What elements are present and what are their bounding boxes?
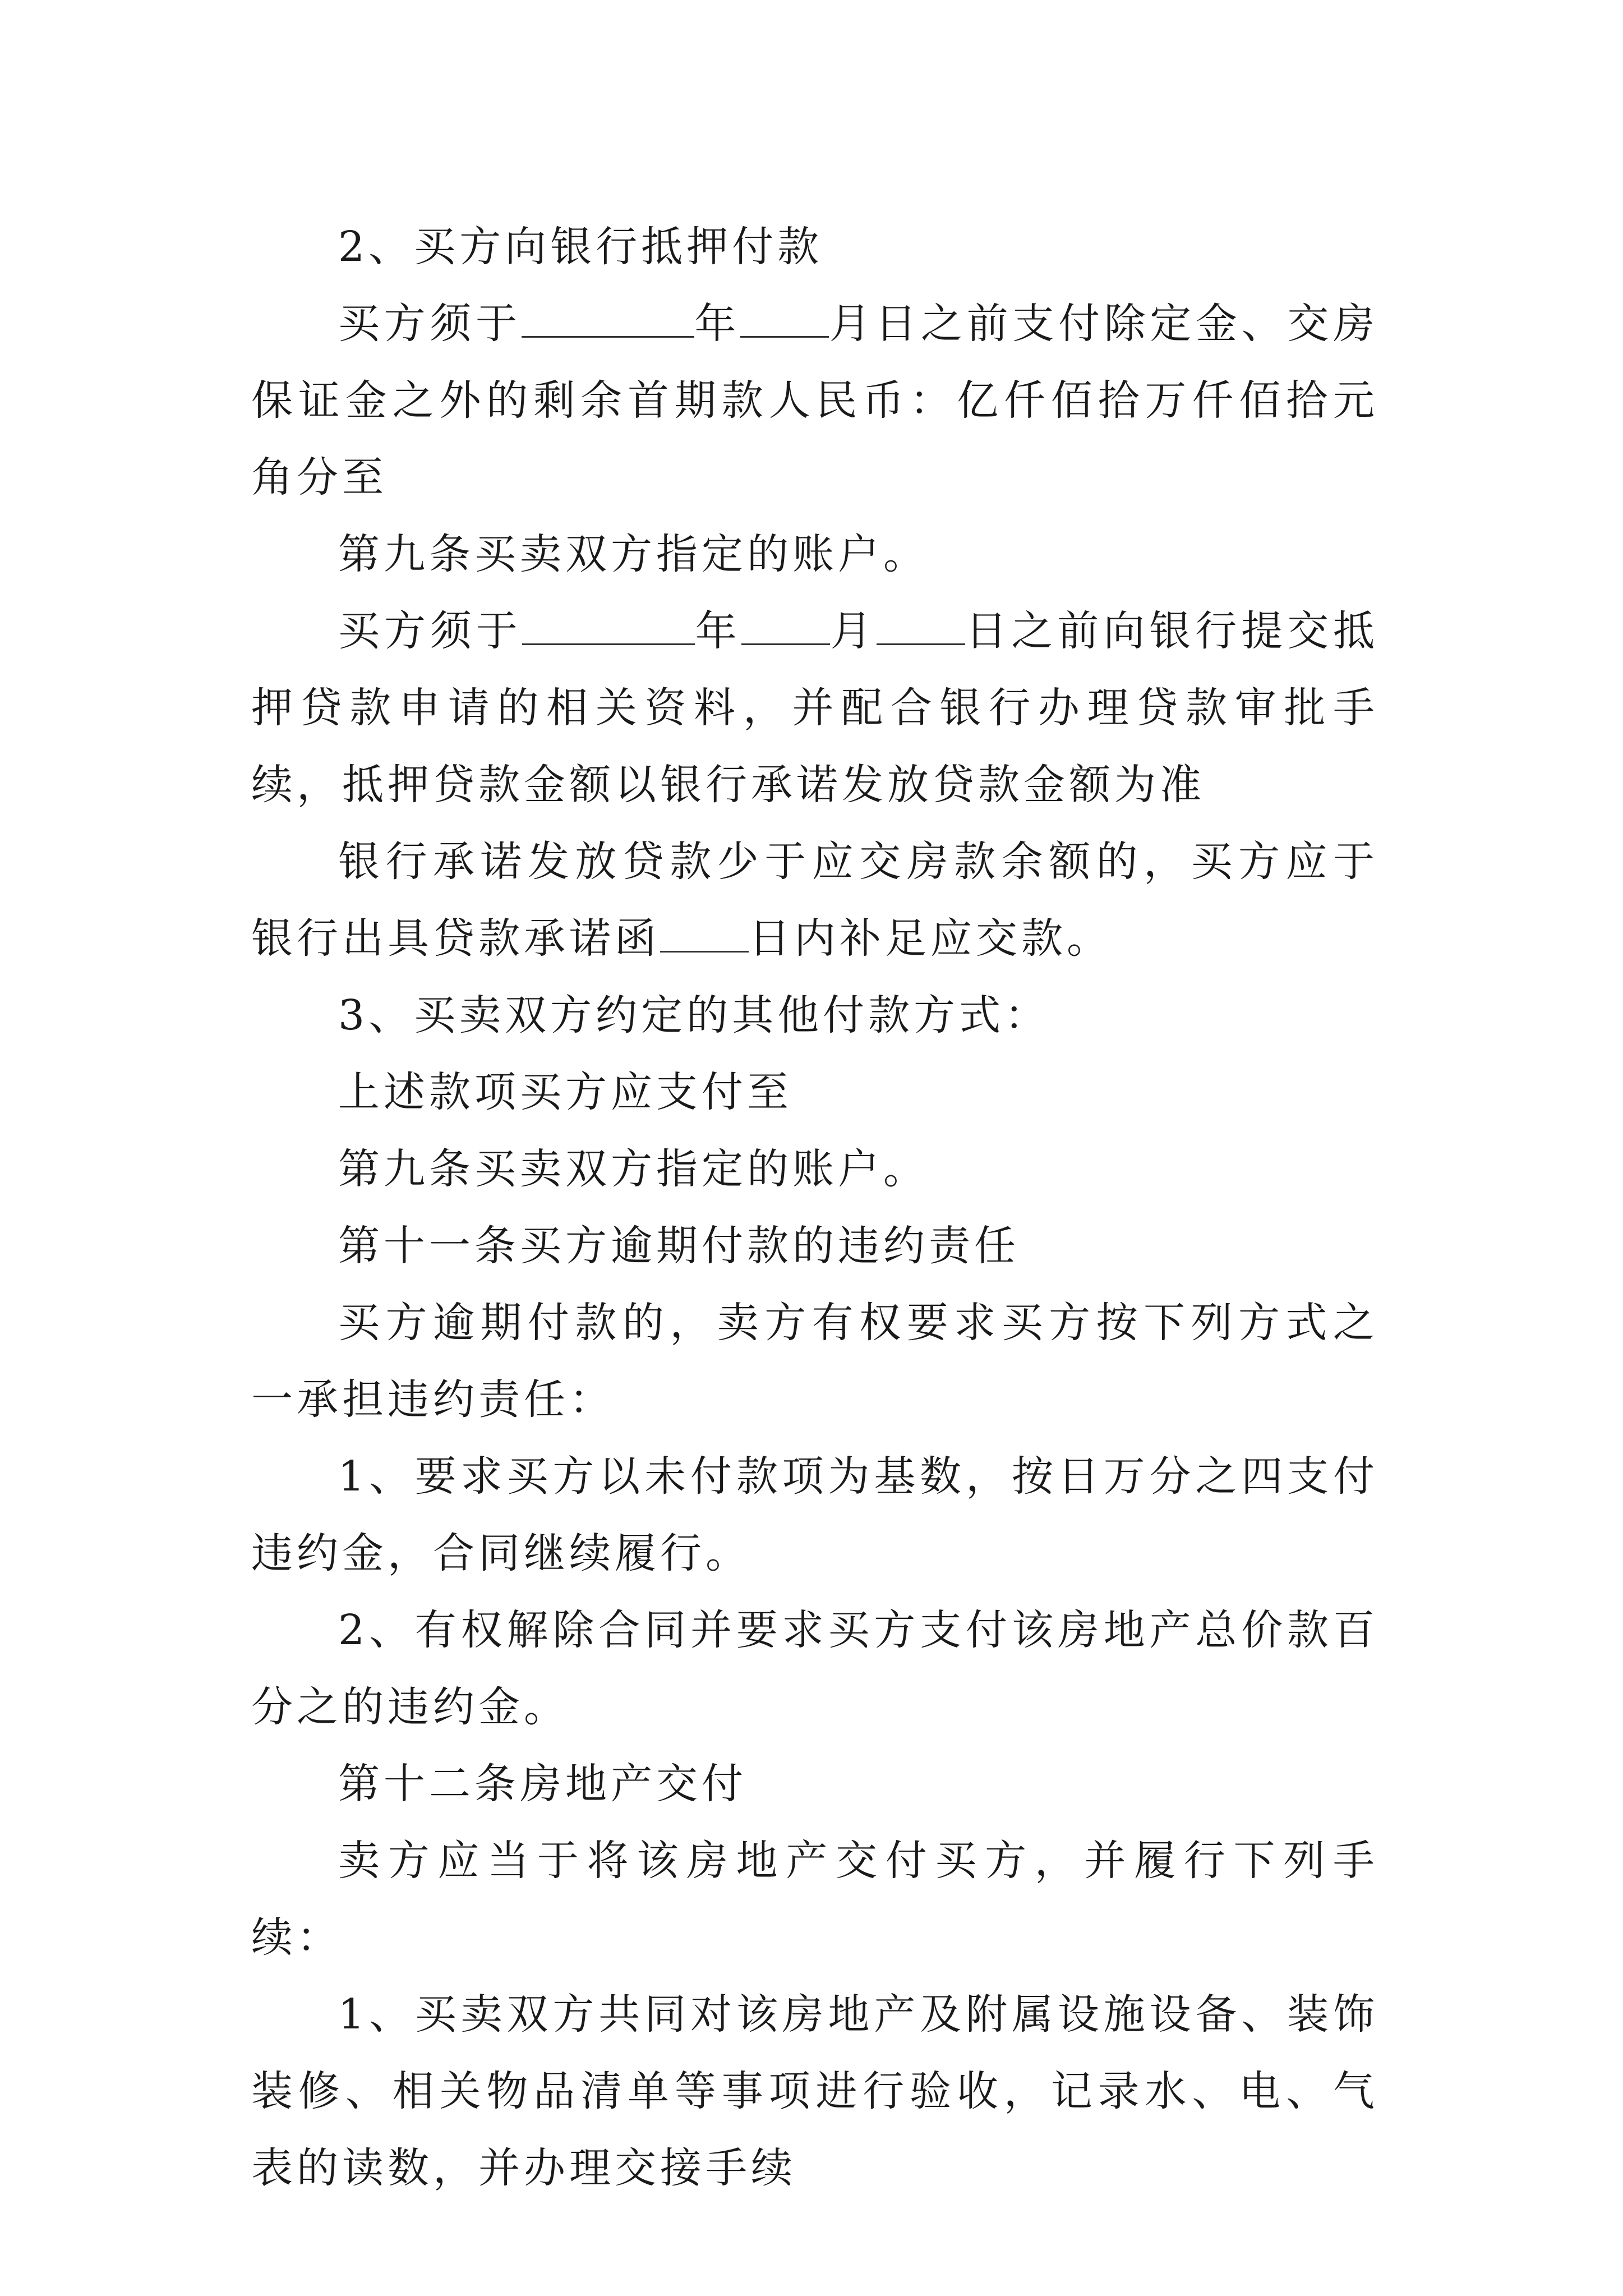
paragraph-loan-application: 买方须于 年 月 日之前向银行提交抵押贷款申请的相关资料，并配合银行办理贷款审批手续，抵押贷款金额以银行承诺发放贷款金额为准	[251, 607, 1379, 809]
paragraph-article9-ref-2: 第九条买卖双方指定的账户。	[338, 1145, 929, 1193]
paragraph-article9-ref: 第九条买卖双方指定的账户。	[338, 530, 929, 578]
paragraph-down-payment: 买方须于 年 月日之前支付除定金、交房保证金之外的剩余首期款人民币：亿仟佰拾万仟佰拾元角分至	[251, 300, 1379, 501]
paragraph-loan-shortfall: 银行承诺发放贷款少于应交房款余额的，买方应于银行出具贷款承诺函 日内补足应交款。	[251, 838, 1378, 963]
paragraph-penalty-option-1: 1、要求买方以未付款项为基数，按日万分之四支付违约金，合同继续履行。	[251, 1452, 1378, 1577]
blank-days-field[interactable]	[660, 914, 749, 953]
paragraph-payment-destination: 上述款项买方应支付至	[338, 1068, 792, 1116]
paragraph-other-payment: 3、买卖双方约定的其他付款方式：	[338, 991, 1050, 1039]
paragraph-late-payment: 买方逾期付款的，卖方有权要求买方按下列方式之一承担违约责任：	[251, 1299, 1378, 1424]
paragraph-mortgage-heading: 2、买方向银行抵押付款	[338, 223, 823, 271]
blank-year-field[interactable]	[522, 606, 695, 645]
article-12-heading: 第十二条房地产交付	[338, 1760, 747, 1808]
blank-month-field[interactable]	[741, 606, 830, 645]
article-11-heading: 第十一条买方逾期付款的违约责任	[338, 1222, 1020, 1270]
paragraph-inspection: 1、买卖双方共同对该房地产及附属设施设备、装饰装修、相关物品清单等事项进行验收，记录水、电、气表的读数，并办理交接手续	[251, 1990, 1378, 2192]
document-page	[251, 209, 1378, 2207]
paragraph-delivery: 卖方应当于将该房地产交付买方，并履行下列手续：	[251, 1837, 1378, 1962]
blank-day-field[interactable]	[877, 606, 965, 645]
paragraph-penalty-option-2: 2、有权解除合同并要求买方支付该房地产总价款百分之的违约金。	[251, 1606, 1378, 1731]
blank-year-field[interactable]	[522, 299, 694, 338]
blank-month-field[interactable]	[740, 299, 829, 338]
